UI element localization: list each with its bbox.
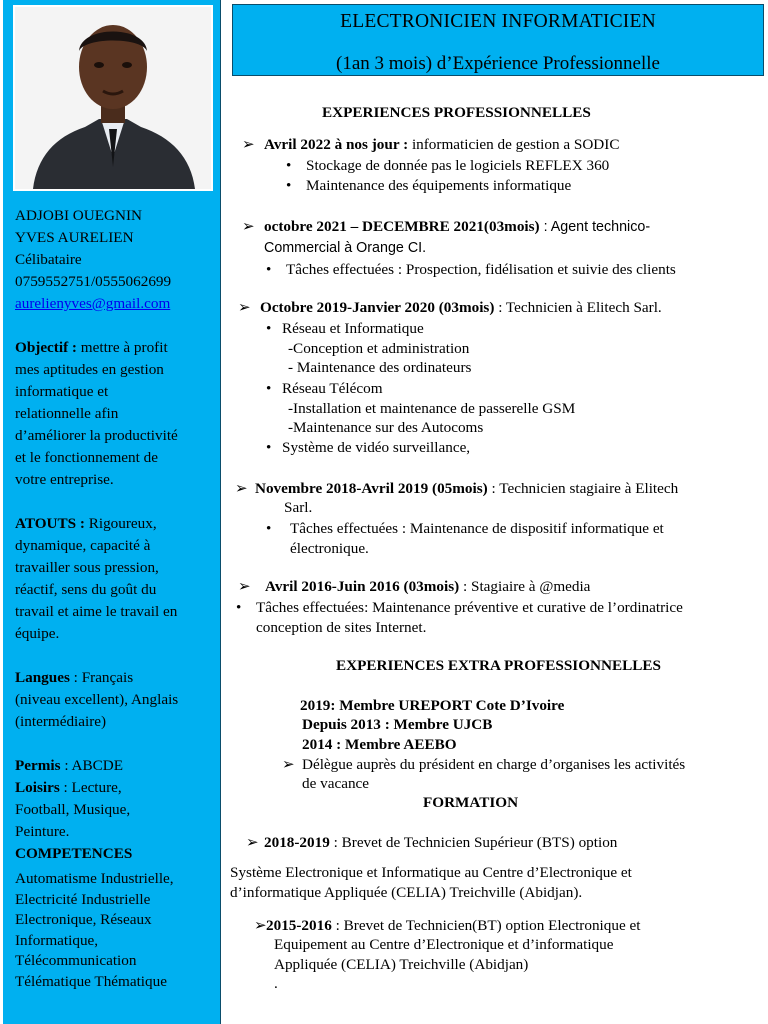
formation-desc: : Brevet de Technicien Supérieur (BTS) option	[329, 834, 618, 851]
text-line: Télématique Thématique	[15, 972, 167, 990]
sub-item: -Conception et administration	[288, 340, 470, 357]
bullet-icon: •	[266, 380, 272, 397]
formation-date: 2018-2019	[264, 834, 330, 851]
text-line: informatique et	[15, 383, 109, 400]
list-item-text: Système de vidéo surveillance,	[282, 439, 471, 456]
job-4-header	[235, 479, 678, 499]
extra-item	[302, 715, 492, 735]
section-title-pro: EXPERIENCES PROFESSIONNELLES	[322, 104, 591, 121]
competences-heading: COMPETENCES	[15, 845, 133, 862]
list-item	[286, 176, 571, 196]
permis-label: Permis	[15, 757, 61, 774]
job-5-header	[238, 577, 590, 597]
text-line: réactif, sens du goût du	[15, 581, 157, 598]
text-line: équipe.	[15, 625, 60, 642]
list-item-text: Tâches effectuées: Maintenance préventive et curative de l’ordinatrice	[256, 599, 683, 616]
list-item	[266, 379, 383, 399]
text-line: votre entreprise.	[15, 471, 114, 488]
job-date: Octobre 2019-Janvier 2020 (03mois)	[260, 299, 495, 316]
extra-item	[300, 696, 564, 716]
arrow-icon: ➢	[242, 218, 255, 235]
bullet-icon: •	[286, 157, 292, 174]
text-line: Football, Musique,	[15, 801, 131, 818]
job-date: octobre 2021 – DECEMBRE 2021(03mois)	[264, 218, 540, 235]
job-date: Avril 2022 à nos jour :	[264, 136, 409, 153]
atouts-paragraph	[15, 513, 220, 535]
job-desc: : Technicien stagiaire à Elitech	[487, 480, 679, 497]
text-line: Télécommunication	[15, 952, 137, 969]
sub-item: - Maintenance des ordinateurs	[288, 359, 472, 376]
marital-status: Célibataire	[15, 251, 82, 268]
job-desc-cont: Commercial à Orange CI.	[264, 240, 427, 256]
text-line: Automatisme Industrielle,	[15, 870, 174, 887]
header-box	[232, 4, 764, 76]
extra-item-cont: de vacance	[302, 775, 370, 792]
arrow-icon: ➢	[238, 578, 251, 595]
job-desc: : Stagiaire à @media	[459, 578, 591, 595]
arrow-icon: ➢	[242, 136, 255, 153]
list-item	[266, 260, 676, 280]
extra-text: 2019: Membre UREPORT Cote D’Ivoire	[300, 697, 565, 714]
email-link[interactable]: aurelienyves@gmail.com	[15, 295, 171, 312]
section-title-extra: EXPERIENCES EXTRA PROFESSIONNELLES	[336, 657, 661, 674]
competences-label	[15, 843, 220, 865]
loisirs-label: Loisirs	[15, 779, 60, 796]
job-date: Avril 2016-Juin 2016 (03mois)	[265, 578, 460, 595]
job-3-header	[238, 298, 662, 318]
text-line: travail et aime le travail en	[15, 603, 178, 620]
text-line: Electronique, Réseaux	[15, 911, 152, 928]
bullet-icon: •	[266, 439, 272, 456]
text-line: Electricité Industrielle	[15, 890, 151, 908]
formation-desc: : Brevet de Technicien(BT) option Electronique et	[331, 917, 641, 934]
job-desc: : Agent technico-	[539, 219, 651, 235]
job-date: Novembre 2018-Avril 2019 (05mois)	[255, 480, 488, 497]
text-line: mettre à profit	[77, 339, 168, 356]
arrow-icon: ➢	[246, 834, 259, 851]
list-item-cont: conception de sites Internet.	[256, 619, 427, 636]
formation-1-header	[246, 833, 617, 853]
sub-item: -Installation et maintenance de passerelle GSM	[288, 400, 576, 417]
bullet-icon: •	[266, 520, 272, 537]
arrow-icon: ➢	[282, 756, 295, 773]
list-item	[266, 438, 470, 458]
extra-text: 2014 : Membre AEEBO	[302, 736, 457, 753]
name-line: ADJOBI OUEGNIN	[15, 207, 142, 224]
text-line: relationnelle afin	[15, 405, 119, 422]
loisirs-line	[15, 777, 220, 799]
atouts-label: ATOUTS :	[15, 515, 85, 532]
langues-label: Langues	[15, 669, 70, 686]
arrow-icon: ➢	[254, 917, 267, 934]
bullet-icon: •	[286, 177, 292, 194]
list-item	[236, 598, 683, 618]
formation-date: 2015-2016	[266, 917, 332, 934]
text-line: : Français	[69, 669, 134, 686]
text-line: : Lecture,	[59, 779, 122, 796]
list-item	[266, 319, 424, 339]
list-item-text: Stockage de donnée pas le logiciels REFLEX 360	[306, 157, 610, 174]
list-item-text: Réseau Télécom	[282, 380, 383, 397]
list-item-text: Réseau et Informatique	[282, 320, 424, 337]
formation-line: d’informatique Appliquée (CELIA) Treichville (Abidjan).	[230, 884, 583, 901]
objectif-paragraph	[15, 337, 220, 359]
text-line: Rigoureux,	[84, 515, 157, 532]
page-title: ELECTRONICIEN INFORMATICIEN	[340, 11, 656, 32]
extra-text: Délègue auprès du président en charge d’organises les activités	[302, 756, 686, 773]
extra-item	[302, 735, 457, 755]
permis-value: : ABCDE	[60, 757, 123, 774]
person-silhouette-icon	[15, 7, 211, 189]
profile-photo	[13, 5, 213, 191]
bullet-icon: •	[266, 261, 272, 278]
job-desc: : Technicien à Elitech Sarl.	[494, 299, 662, 316]
formation-line: Système Electronique et Informatique au Centre d’Electronique et	[230, 864, 632, 881]
list-item-cont: électronique.	[290, 540, 369, 557]
bullet-icon: •	[266, 320, 272, 337]
extra-item	[282, 755, 685, 775]
job-desc: informaticien de gestion a SODIC	[408, 136, 620, 153]
job-desc-cont: Sarl.	[284, 499, 313, 516]
job-2-header	[242, 217, 650, 237]
list-item-text: Tâches effectuées : Maintenance de dispositif informatique et	[290, 520, 664, 537]
text-line: et le fonctionnement de	[15, 449, 158, 466]
sidebar	[3, 0, 221, 1024]
arrow-icon: ➢	[235, 480, 248, 497]
objectif-label: Objectif :	[15, 339, 77, 356]
name-line: YVES AURELIEN	[15, 229, 134, 246]
formation-2-header	[254, 916, 640, 936]
arrow-icon: ➢	[238, 299, 251, 316]
extra-text: Depuis 2013 : Membre UJCB	[302, 716, 493, 733]
list-item-text: Tâches effectuées : Prospection, fidélisation et suivie des clients	[286, 261, 676, 278]
list-item-text: Maintenance des équipements informatique	[306, 177, 572, 194]
sub-item: -Maintenance sur des Autocoms	[288, 419, 484, 436]
text-line: mes aptitudes en gestion	[15, 361, 164, 378]
text-line: (intermédiaire)	[15, 713, 107, 730]
text-line: (niveau excellent), Anglais	[15, 691, 179, 708]
text-line: dynamique, capacité à	[15, 537, 151, 554]
text-line: Peinture.	[15, 823, 70, 840]
bullet-icon: •	[236, 599, 242, 616]
permis-line	[15, 755, 220, 777]
formation-line: Appliquée (CELIA) Treichville (Abidjan)	[274, 956, 529, 973]
text-line: d’améliorer la productivité	[15, 427, 178, 444]
text-line: Informatique,	[15, 931, 99, 949]
page-subtitle: (1an 3 mois) d’Expérience Professionnelle	[336, 53, 660, 74]
phone-number: 0759552751/0555062699	[15, 273, 172, 290]
langues-paragraph	[15, 667, 220, 689]
job-1-header	[242, 135, 619, 155]
sidebar-info	[15, 205, 220, 992]
text-line: travailler sous pression,	[15, 559, 159, 576]
list-item	[286, 156, 609, 176]
list-item	[266, 519, 664, 539]
formation-line: .	[274, 975, 278, 992]
section-title-formation: FORMATION	[423, 794, 519, 811]
formation-line: Equipement au Centre d’Electronique et d’informatique	[274, 936, 614, 953]
